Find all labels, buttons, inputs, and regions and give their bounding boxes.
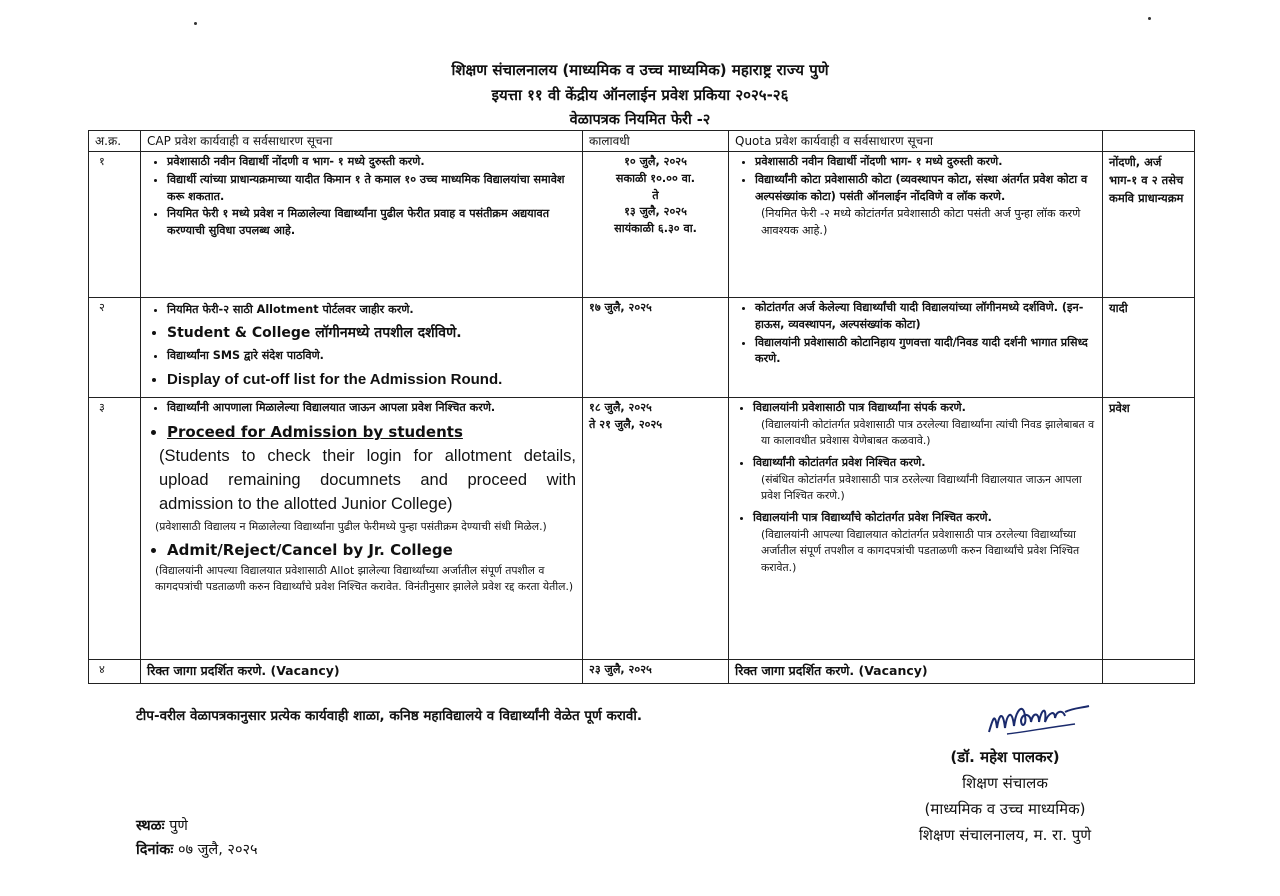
- quota-step-title: विद्यालयांनी पात्र विद्यार्थ्यांचे कोटांतर्गत प्रवेश निश्चित करणे.: [753, 511, 992, 525]
- period-line: ते २१ जुलै, २०२५: [589, 417, 663, 431]
- period-line: ते: [652, 188, 659, 202]
- table-row: [89, 660, 1195, 684]
- quota-cell: रिक्त जागा प्रदर्शित करणे. (Vacancy): [729, 660, 1103, 684]
- list-item: • Proceed for Admission by students: [167, 421, 576, 444]
- list-item: • विद्यार्थी त्यांच्या प्राधान्यक्रमाच्या यादीत किमान १ ते कमाल १० उच्च माध्यमिक विद्यालयांचा समावेश करू शकतात.: [167, 172, 576, 206]
- list-item: • कोटांतर्गत अर्ज केलेल्या विद्यार्थ्यांची यादी विद्यालयांच्या लॉगीनमध्ये दर्शविणे. (इन-हाऊस, व्यवस्थापन, अल्पसंख्यांक कोटा): [755, 300, 1096, 334]
- table-header-row: [89, 131, 1195, 152]
- quota-step-note: (विद्यालयांनी कोटांतर्गत प्रवेशासाठी पात्र ठरलेल्या विद्यार्थ्यांना त्यांची निवड झालेबाबत व या कालावधीत प्रवेशास येणेबाबत कळवावे.): [761, 417, 1095, 447]
- list-item: [753, 455, 1096, 504]
- place-value: पुणे: [169, 818, 188, 834]
- col-header-last: [1103, 131, 1195, 152]
- list-item: • Student & College लॉगीनमध्ये तपशील दर्शविणे.: [167, 321, 576, 346]
- list-item: • Display of cut-off list for the Admission Round.: [167, 367, 576, 393]
- list-item: • विद्यार्थ्यांना SMS द्वारे संदेश पाठविणे.: [167, 346, 576, 366]
- list-item: • विद्यार्थ्यांनी आपणाला मिळालेल्या विद्यालयात जाऊन आपला प्रवेश निश्चित करणे.: [167, 400, 576, 417]
- table-row: [89, 152, 1195, 298]
- table-row: [89, 298, 1195, 398]
- period-line: सकाळी १०.०० वा.: [615, 171, 696, 185]
- quota-step-note: (संबंधित कोटांतर्गत प्रवेशासाठी पात्र ठरलेल्या विद्यार्थ्यांनी विद्यालयात जाऊन आपला प्रवेश निश्चित करणे.): [761, 472, 1082, 503]
- quota-cell: [729, 152, 1103, 298]
- period-cell: [583, 660, 729, 684]
- stage-cell: यादी: [1103, 298, 1195, 398]
- period-line: २३ जुलै, २०२५: [589, 663, 652, 676]
- row-number: २: [89, 298, 141, 398]
- quota-step-note: (विद्यालयांनी आपल्या विद्यालयात कोटांतर्गत प्रवेशासाठी पात्र ठरलेल्या विद्यार्थ्यांच्या अर्जातील संपूर्ण तपशील व कागदपत्रांची पडताळणी करुन विद्यार्थ्यांचे प्रवेश निश्चित करावेत.): [761, 528, 1080, 574]
- list-item: • प्रवेशासाठी नवीन विद्यार्थी नोंदणी व भाग- १ मध्ये दुरुस्ती करणे.: [167, 154, 576, 171]
- period-line: १७ जुलै, २०२५: [589, 301, 652, 314]
- admit-note: (विद्यालयांनी आपल्या विद्यालयात प्रवेशासाठी Allot झालेल्या विद्यार्थ्यांच्या अर्जातील संपूर्ण तपशील व कागदपत्रांची पडताळणी करुन विद्यार्थ्यांचे प्रवेश निश्चित करावेत. विनंतीनुसार झालेले प्रवेश रद्द करता येतील.): [155, 563, 574, 593]
- period-line: १० जुलै, २०२५: [624, 155, 687, 168]
- quota-note: (नियमित फेरी -२ मध्ये कोटांतर्गत प्रवेशासाठी कोटा पसंती अर्ज पुन्हा लॉक करणे आवश्यक आहे.): [761, 207, 1081, 238]
- col-header-no: अ.क्र.: [89, 131, 141, 152]
- header-line-3: वेळापत्रक नियमित फेरी -२: [569, 112, 711, 128]
- period-cell: [583, 152, 729, 298]
- row-number: १: [89, 152, 141, 298]
- period-line: १३ जुलै, २०२५: [624, 205, 687, 219]
- list-item: • नियमित फेरी-२ साठी Allotment पोर्टलवर जाहीर करणे.: [167, 300, 576, 320]
- proceed-note-marathi: (प्रवेशासाठी विद्यालय न मिळालेल्या विद्यार्थ्यांना पुढील फेरीमध्ये पुन्हा पसंतीक्रम देण्याची संधी मिळेल.): [155, 520, 547, 534]
- cap-cell: रिक्त जागा प्रदर्शित करणे. (Vacancy): [141, 660, 583, 684]
- list-item: • नियमित फेरी १ मध्ये प्रवेश न मिळालेल्या विद्यार्थ्यांना पुढील फेरीत प्रवाह व पसंतीक्रम अद्ययावत करण्याची सुविधा उपलब्ध आहे.: [167, 206, 576, 240]
- footnote: टीप-वरील वेळापत्रकानुसार प्रत्येक कार्यवाही शाळा, कनिष्ठ महाविद्यालये व विद्यार्थ्यांनी वेळेत पूर्ण करावी.: [136, 708, 643, 724]
- quota-step-title: विद्यालयांनी प्रवेशासाठी पात्र विद्यार्थ्यांना संपर्क करणे.: [753, 401, 966, 414]
- list-item: [753, 400, 1096, 449]
- cap-cell: [141, 398, 583, 660]
- period-line: सायंकाळी ६.३० वा.: [614, 222, 697, 236]
- row-number: ४: [89, 660, 141, 684]
- table-row: [89, 398, 1195, 660]
- place-label: स्थळः: [136, 818, 165, 834]
- date-label: दिनांकः: [136, 842, 174, 858]
- signatory-office: शिक्षण संचालनालय, म. रा. पुणे: [918, 826, 1092, 844]
- stage-cell: [1103, 660, 1195, 684]
- col-header-quota: Quota प्रवेश कार्यवाही व सर्वसाधारण सूचना: [729, 131, 1103, 152]
- list-item: • विद्यालयांनी प्रवेशासाठी कोटानिहाय गुणवत्ता यादी/निवड यादी दर्शनी भागात प्रसिध्द करणे.: [755, 335, 1096, 369]
- place-line: [136, 814, 258, 838]
- stage-cell: प्रवेश: [1103, 398, 1195, 660]
- date-line: [136, 838, 258, 862]
- col-header-cap: CAP प्रवेश कार्यवाही व सर्वसाधारण सूचना: [141, 131, 583, 152]
- document-header: [0, 58, 1280, 133]
- signature-image: [985, 698, 1095, 738]
- period-cell: [583, 398, 729, 660]
- header-line-2: इयत्ता ११ वी केंद्रीय ऑनलाईन प्रवेश प्रकिया २०२५-२६: [491, 86, 789, 104]
- signatory-designation: शिक्षण संचालक: [962, 774, 1048, 792]
- cap-cell: [141, 298, 583, 398]
- list-item: [753, 510, 1096, 575]
- header-line-1: शिक्षण संचालनालय (माध्यमिक व उच्च माध्यमिक) महाराष्ट्र राज्य पुणे: [451, 61, 829, 79]
- row-number: ३: [89, 398, 141, 660]
- signatory-department: (माध्यमिक व उच्च माध्यमिक): [924, 800, 1086, 818]
- signatory-name: (डॉ. महेश पालकर): [950, 748, 1060, 766]
- quota-cell: [729, 298, 1103, 398]
- proceed-note: (Students to check their login for allotment details, upload remaining documnets and proceed with admission to the allotted Junior College): [159, 447, 576, 514]
- cap-cell: [141, 152, 583, 298]
- date-value: ०७ जुलै, २०२५: [177, 842, 258, 858]
- place-date-block: [136, 814, 258, 862]
- quota-cell: [729, 398, 1103, 660]
- list-item: • विद्यार्थ्यांनी कोटा प्रवेशासाठी कोटा (व्यवस्थापन कोटा, संस्था अंतर्गत प्रवेश कोटा व अल्पसंख्यांक कोटा) पसंती ऑनलाईन नोंदविणे व लॉक करणे.: [755, 172, 1096, 206]
- signatory-block: [890, 744, 1120, 848]
- list-item: • Admit/Reject/Cancel by Jr. College: [167, 539, 576, 562]
- scan-speck: [1148, 17, 1151, 20]
- list-item: • प्रवेशासाठी नवीन विद्यार्थी नोंदणी भाग- १ मध्ये दुरुस्ती करणे.: [755, 154, 1096, 171]
- col-header-period: कालावधी: [583, 131, 729, 152]
- schedule-table: [88, 130, 1195, 684]
- period-cell: [583, 298, 729, 398]
- period-line: १८ जुलै, २०२५: [589, 401, 652, 414]
- stage-cell: नोंदणी, अर्ज भाग-१ व २ तसेच कमवि प्राधान्यक्रम: [1103, 152, 1195, 298]
- scan-speck: [194, 22, 197, 25]
- quota-step-title: विद्यार्थ्यांनी कोटांतर्गत प्रवेश निश्चित करणे.: [753, 456, 926, 470]
